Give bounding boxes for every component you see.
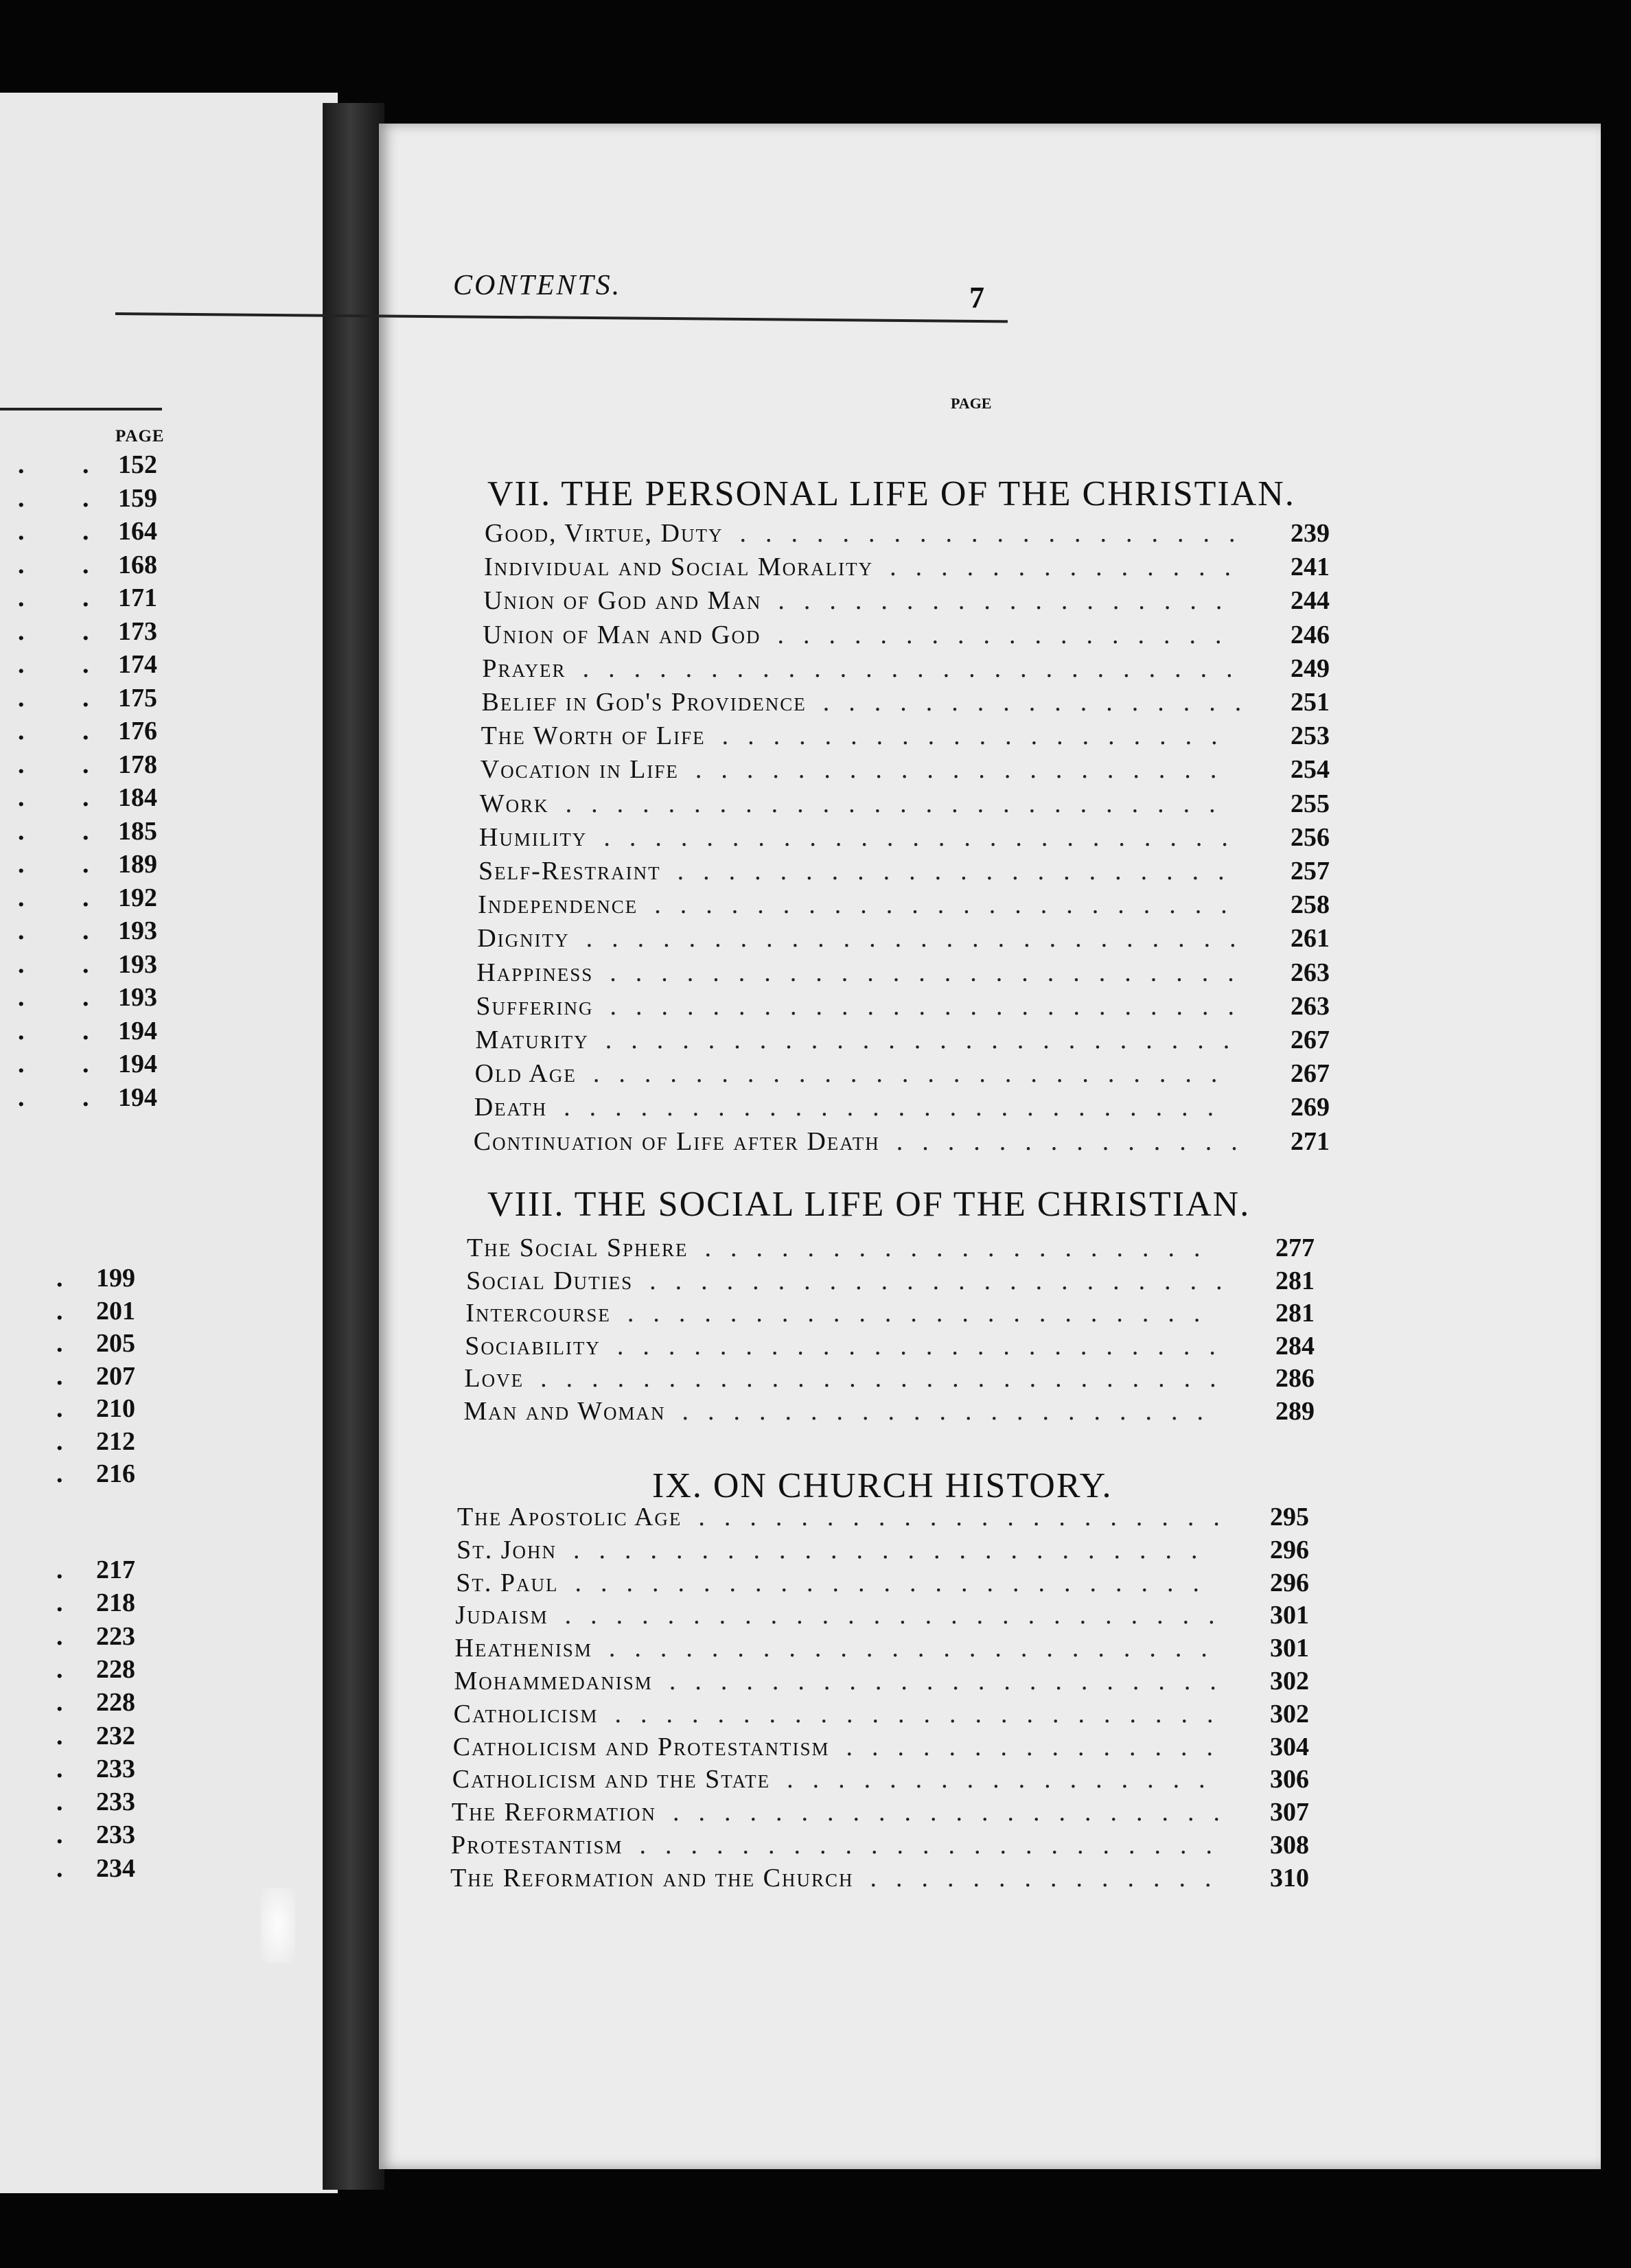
- toc-entry-page: 254: [1290, 755, 1330, 785]
- left-page-entry: [0, 750, 178, 783]
- dot-leader: .....................: [695, 755, 1236, 785]
- dot-leader: .........................: [573, 1535, 1217, 1564]
- dot-leader: ........................: [608, 1634, 1227, 1663]
- toc-entry-title: Intercourse: [465, 1299, 611, 1328]
- toc-entry-title: Vocation in Life: [480, 755, 679, 785]
- leader-dot: .: [56, 1654, 63, 1684]
- toc-entry[interactable]: [464, 1363, 1356, 1396]
- leader-dot: .: [56, 1555, 63, 1584]
- left-page-entry: [0, 1820, 178, 1853]
- left-page-number: 205: [96, 1329, 135, 1358]
- dot-leader: ....................: [721, 721, 1237, 751]
- leader-dot: .: [56, 1787, 63, 1817]
- leader-dot: .: [18, 616, 25, 646]
- dot-leader: ..................: [777, 620, 1241, 649]
- toc-entry-title: Catholicism and the State: [452, 1765, 771, 1794]
- toc-entry[interactable]: [482, 687, 1374, 720]
- left-page-entry: [0, 1754, 178, 1787]
- left-page-number: 173: [118, 616, 157, 646]
- left-page-number: 210: [96, 1394, 135, 1423]
- page-title: CONTENTS.: [453, 270, 622, 301]
- dot-leader: .......................: [654, 890, 1247, 920]
- leader-dot: .: [82, 983, 89, 1012]
- toc-entry-page: 304: [1269, 1732, 1309, 1761]
- toc-entry-page: 257: [1291, 857, 1330, 886]
- toc-entry[interactable]: [465, 1331, 1357, 1364]
- left-page-entry: [0, 1853, 178, 1886]
- light-smudge: [261, 1888, 295, 1963]
- leader-dot: .: [18, 850, 25, 879]
- left-page-number: 228: [96, 1688, 135, 1717]
- left-page-number: 201: [96, 1296, 135, 1326]
- leader-dot: .: [56, 1754, 63, 1783]
- left-page-number: 233: [96, 1820, 135, 1850]
- left-page-number: 199: [96, 1264, 135, 1293]
- toc-entry-page: 267: [1291, 1026, 1330, 1054]
- leader-dot: .: [82, 717, 89, 745]
- left-page-number: 164: [118, 517, 157, 546]
- left-page-number: 216: [96, 1459, 135, 1488]
- leader-dot: .: [82, 1083, 89, 1112]
- toc-entry-page: 269: [1290, 1093, 1330, 1122]
- toc-entry[interactable]: [452, 1797, 1344, 1830]
- left-page-number: 232: [96, 1721, 135, 1750]
- leader-dot: .: [82, 450, 89, 479]
- toc-entry[interactable]: [476, 958, 1369, 991]
- section-heading: VII. THE PERSONAL LIFE OF THE CHRISTIAN.: [487, 474, 1295, 513]
- toc-entry-title: Good, Virtue, Duty: [485, 519, 724, 548]
- toc-entry-page: 284: [1275, 1331, 1315, 1361]
- toc-entry-title: Maturity: [475, 1026, 589, 1054]
- toc-entry-page: 281: [1275, 1266, 1315, 1295]
- left-page-number: 194: [118, 1083, 157, 1112]
- left-page-entry: [0, 816, 178, 849]
- toc-entry-title: Self-Restraint: [478, 857, 661, 886]
- dot-leader: .....................: [698, 1503, 1239, 1531]
- toc-entry-title: St. John: [456, 1535, 557, 1564]
- dot-leader: ..................: [778, 586, 1242, 616]
- dot-leader: ......................: [669, 1667, 1236, 1696]
- leader-dot: .: [56, 1588, 63, 1618]
- left-page-number: 174: [118, 650, 157, 679]
- toc-entry-title: Continuation of Life after Death: [473, 1126, 880, 1156]
- toc-entry-page: 302: [1270, 1667, 1309, 1696]
- toc-entry[interactable]: [456, 1535, 1349, 1568]
- toc-entry-title: Humility: [478, 822, 588, 852]
- left-page-entry: [0, 550, 178, 583]
- leader-dot: .: [82, 850, 89, 879]
- toc-entry-page: 251: [1291, 688, 1330, 717]
- leader-dot: .: [82, 1016, 89, 1045]
- left-page-rule: [0, 408, 162, 410]
- dot-leader: ..........................: [565, 789, 1235, 818]
- toc-entry-title: Man and Woman: [463, 1396, 666, 1426]
- left-page-entry: [0, 1459, 178, 1492]
- toc-entry[interactable]: [483, 620, 1375, 653]
- dot-leader: .....................: [682, 1396, 1223, 1426]
- toc-entry[interactable]: [483, 586, 1376, 618]
- toc-entry-title: Work: [479, 789, 549, 818]
- toc-entry-title: Happiness: [476, 958, 594, 987]
- dot-leader: .........................: [575, 1568, 1218, 1597]
- left-page-entry: [0, 982, 178, 1015]
- toc-entry[interactable]: [451, 1830, 1343, 1863]
- dot-leader: .........................: [605, 1026, 1249, 1054]
- left-page-entry: [0, 1555, 178, 1588]
- dot-leader: ..........................: [564, 1601, 1234, 1630]
- toc-entry[interactable]: [464, 1396, 1356, 1429]
- leader-dot: .: [82, 550, 89, 579]
- leader-dot: .: [56, 1721, 63, 1750]
- toc-entry-title: Heathenism: [454, 1634, 592, 1663]
- toc-entry-page: 244: [1290, 586, 1330, 616]
- toc-entry-title: Social Duties: [466, 1266, 634, 1295]
- toc-entry[interactable]: [456, 1568, 1348, 1601]
- leader-dot: .: [56, 1426, 63, 1456]
- leader-dot: .: [56, 1820, 63, 1850]
- left-page-number: 217: [96, 1555, 135, 1584]
- leader-dot: .: [18, 650, 25, 679]
- left-page-number: 207: [96, 1361, 135, 1391]
- toc-entry[interactable]: [480, 789, 1372, 822]
- leader-dot: .: [56, 1361, 63, 1391]
- left-page-number: 193: [118, 983, 157, 1012]
- toc-entry-title: Judaism: [455, 1601, 548, 1630]
- toc-entry-page: 306: [1269, 1765, 1309, 1794]
- page-number: 7: [969, 281, 984, 314]
- left-page-entry: [0, 1426, 178, 1459]
- left-page-entry: [0, 1721, 178, 1754]
- toc-entry[interactable]: [482, 653, 1374, 686]
- left-page-number: 233: [96, 1787, 135, 1817]
- toc-entry[interactable]: [450, 1863, 1343, 1896]
- toc-entry-page: 253: [1290, 721, 1330, 751]
- toc-entry-page: 267: [1290, 1059, 1330, 1089]
- dot-leader: .........................: [610, 991, 1254, 1021]
- left-page-entry: [0, 649, 178, 682]
- left-page-number: 193: [118, 949, 157, 979]
- dot-leader: ......................: [677, 857, 1244, 886]
- toc-entry-title: Union of Man and God: [483, 620, 761, 649]
- toc-entry-title: Belief in God's Providence: [481, 688, 807, 717]
- toc-entry-page: 239: [1291, 519, 1330, 548]
- toc-entry[interactable]: [476, 1025, 1368, 1058]
- left-page-number: 171: [118, 583, 157, 612]
- leader-dot: .: [56, 1264, 63, 1293]
- toc-entry[interactable]: [478, 890, 1370, 923]
- dot-leader: .......................: [639, 1831, 1231, 1860]
- toc-entry-title: Independence: [478, 890, 638, 920]
- toc-entry-title: Old Age: [474, 1059, 577, 1089]
- toc-entry[interactable]: [478, 856, 1371, 889]
- dot-leader: ..............: [896, 1126, 1257, 1156]
- toc-entry-page: 308: [1270, 1831, 1309, 1860]
- leader-dot: .: [18, 583, 25, 612]
- toc-entry-title: Love: [464, 1364, 524, 1393]
- dot-leader: ..............: [870, 1863, 1231, 1893]
- toc-entry[interactable]: [457, 1502, 1350, 1535]
- left-page-entry: [0, 583, 178, 616]
- toc-entry[interactable]: [466, 1266, 1358, 1299]
- toc-entry[interactable]: [477, 923, 1369, 956]
- toc-entry-page: 296: [1269, 1568, 1309, 1597]
- toc-entry-title: Catholicism and Protestantism: [452, 1732, 830, 1761]
- toc-entry-title: Protestantism: [451, 1831, 623, 1860]
- toc-entry-title: St. Paul: [456, 1568, 559, 1597]
- toc-entry-page: 296: [1269, 1535, 1309, 1564]
- left-page-entry: [0, 1049, 178, 1082]
- toc-entry-title: Dignity: [477, 924, 570, 953]
- leader-dot: .: [18, 683, 25, 713]
- left-page-entry: [0, 1016, 178, 1049]
- toc-entry-page: 310: [1269, 1863, 1309, 1893]
- toc-entry-page: 261: [1290, 924, 1330, 953]
- toc-entry-page: 255: [1290, 789, 1330, 818]
- dot-leader: .................: [787, 1765, 1225, 1794]
- leader-dot: .: [56, 1688, 63, 1717]
- toc-entry-title: Mohammedanism: [454, 1667, 653, 1696]
- left-page-number: 175: [118, 683, 157, 713]
- section-heading: IX. ON CHURCH HISTORY.: [652, 1466, 1113, 1505]
- toc-entry-title: Catholicism: [453, 1699, 599, 1728]
- left-page-number: 233: [96, 1754, 135, 1783]
- toc-entry[interactable]: [455, 1600, 1347, 1633]
- leader-dot: .: [18, 750, 25, 779]
- toc-entry-page: 302: [1269, 1699, 1309, 1728]
- toc-entry[interactable]: [474, 1092, 1367, 1125]
- left-page-entry: [0, 1328, 178, 1361]
- dot-leader: ..........................: [564, 1093, 1234, 1122]
- leader-dot: .: [82, 816, 89, 846]
- dot-leader: ........................: [616, 1331, 1235, 1361]
- toc-entry[interactable]: [454, 1699, 1346, 1732]
- leader-dot: .: [18, 883, 25, 912]
- toc-entry-page: 307: [1269, 1798, 1309, 1827]
- leader-dot: .: [82, 616, 89, 646]
- toc-entry-page: 249: [1290, 653, 1330, 683]
- left-page-number: 189: [118, 850, 157, 879]
- leader-dot: .: [56, 1296, 63, 1326]
- dot-leader: ..........................: [586, 924, 1256, 953]
- leader-dot: .: [82, 483, 89, 513]
- left-page-number: 168: [118, 550, 157, 579]
- toc-entry-page: 263: [1290, 991, 1330, 1021]
- toc-entry-page: 295: [1270, 1503, 1309, 1531]
- left-page-entry: [0, 716, 178, 749]
- leader-dot: .: [56, 1853, 63, 1883]
- toc-entry-page: 271: [1290, 1126, 1330, 1156]
- left-page-number: 159: [118, 483, 157, 513]
- toc-entry-page: 286: [1275, 1364, 1315, 1393]
- dot-leader: .......................: [627, 1299, 1220, 1328]
- section-heading: VIII. THE SOCIAL LIFE OF THE CHRISTIAN.: [487, 1185, 1251, 1224]
- leader-dot: .: [18, 717, 25, 745]
- dot-leader: ...........................: [540, 1364, 1236, 1393]
- toc-entry[interactable]: [485, 518, 1377, 551]
- toc-entry-title: Death: [474, 1093, 548, 1122]
- left-page-number: 234: [96, 1853, 135, 1883]
- toc-entry-page: 301: [1269, 1601, 1309, 1630]
- toc-entry[interactable]: [467, 1233, 1359, 1266]
- toc-entry-title: The Apostolic Age: [457, 1503, 682, 1531]
- toc-entry-title: The Worth of Life: [481, 721, 706, 751]
- toc-entry-title: The Social Sphere: [467, 1234, 689, 1262]
- leader-dot: .: [82, 883, 89, 912]
- toc-entry[interactable]: [481, 721, 1374, 754]
- leader-dot: .: [82, 1050, 89, 1078]
- leader-dot: .: [82, 783, 89, 812]
- dot-leader: ....................: [704, 1234, 1220, 1262]
- left-page-entry: [0, 883, 178, 916]
- left-page-entry: [0, 1654, 178, 1687]
- left-page-number: 185: [118, 816, 157, 846]
- toc-entry-page: 281: [1275, 1299, 1315, 1328]
- toc-entry[interactable]: [476, 991, 1368, 1024]
- left-page-entry: [0, 1083, 178, 1115]
- left-page-number: 184: [118, 783, 157, 812]
- left-page-entry: [0, 783, 178, 815]
- dot-leader: .........................: [603, 822, 1247, 852]
- dot-leader: ..........................: [582, 653, 1252, 683]
- leader-dot: .: [18, 916, 25, 945]
- toc-entry-page: 301: [1269, 1634, 1309, 1663]
- left-page-entry: [0, 1296, 178, 1329]
- toc-entry-page: 289: [1275, 1396, 1315, 1426]
- leader-dot: .: [18, 517, 25, 546]
- toc-entry-page: 277: [1275, 1234, 1315, 1262]
- toc-entry-title: Union of God and Man: [483, 586, 762, 616]
- toc-entry[interactable]: [452, 1764, 1345, 1797]
- leader-dot: .: [18, 1050, 25, 1078]
- toc-entry[interactable]: [481, 754, 1373, 787]
- left-page-number: 176: [118, 717, 157, 745]
- leader-dot: .: [82, 683, 89, 713]
- left-page-number: 152: [118, 450, 157, 479]
- left-page-number: 194: [118, 1016, 157, 1045]
- page-column-label: PAGE: [951, 395, 992, 412]
- toc-entry[interactable]: [465, 1298, 1358, 1331]
- left-page-entry: [0, 483, 178, 516]
- leader-dot: .: [82, 949, 89, 979]
- dot-leader: ....................: [739, 519, 1255, 548]
- leader-dot: .: [18, 783, 25, 812]
- left-page-number: 194: [118, 1050, 157, 1078]
- leader-dot: .: [18, 1083, 25, 1112]
- toc-entry-title: Individual and Social Morality: [484, 553, 874, 582]
- left-page-entry: [0, 616, 178, 649]
- leader-dot: .: [56, 1329, 63, 1358]
- book-spine: [323, 103, 384, 2190]
- toc-entry[interactable]: [484, 552, 1376, 585]
- dot-leader: ......................: [672, 1798, 1239, 1827]
- dot-leader: ........................: [614, 1699, 1233, 1728]
- left-page-entry: [0, 1263, 178, 1296]
- left-page-entry: [0, 1361, 178, 1394]
- dot-leader: .................: [822, 688, 1261, 717]
- left-page-number: 178: [118, 750, 157, 779]
- toc-entry-page: 263: [1290, 958, 1330, 987]
- toc-entry-page: 241: [1290, 553, 1330, 582]
- left-page-entry: [0, 949, 178, 982]
- left-page-number: 212: [96, 1426, 135, 1456]
- toc-entry[interactable]: [453, 1732, 1345, 1765]
- left-page-entry: [0, 849, 178, 882]
- leader-dot: .: [18, 983, 25, 1012]
- left-page-entry: [0, 450, 178, 483]
- toc-entry-title: Prayer: [482, 653, 566, 683]
- toc-entry-title: Sociability: [465, 1331, 601, 1361]
- left-page-entry: [0, 683, 178, 716]
- toc-entry-page: 258: [1290, 890, 1330, 920]
- leader-dot: .: [18, 949, 25, 979]
- leader-dot: .: [18, 816, 25, 846]
- dot-leader: .........................: [592, 1059, 1237, 1089]
- dot-leader: ...............: [846, 1732, 1233, 1761]
- left-page-number: 218: [96, 1588, 135, 1618]
- leader-dot: .: [18, 450, 25, 479]
- leader-dot: .: [18, 483, 25, 513]
- leader-dot: .: [18, 1016, 25, 1045]
- left-page-entry: [0, 1588, 178, 1621]
- toc-entry-title: The Reformation and the Church: [450, 1863, 854, 1893]
- toc-entry[interactable]: [474, 1126, 1366, 1159]
- leader-dot: .: [82, 916, 89, 945]
- left-page-number: 228: [96, 1654, 135, 1684]
- toc-entry[interactable]: [454, 1666, 1347, 1699]
- leader-dot: .: [82, 750, 89, 779]
- leader-dot: .: [82, 583, 89, 612]
- dot-leader: ..............: [890, 553, 1251, 582]
- left-page-entry: [0, 1787, 178, 1820]
- leader-dot: .: [56, 1394, 63, 1423]
- leader-dot: .: [56, 1621, 63, 1651]
- left-page-entry: [0, 516, 178, 549]
- left-page-number: 193: [118, 916, 157, 945]
- leader-dot: .: [82, 650, 89, 679]
- toc-entry[interactable]: [475, 1058, 1367, 1091]
- dot-leader: .........................: [610, 958, 1253, 987]
- left-page-entry: [0, 916, 178, 949]
- left-page-entry: [0, 1621, 178, 1654]
- left-page-entry: [0, 1687, 178, 1720]
- leader-dot: .: [18, 550, 25, 579]
- leader-dot: .: [82, 517, 89, 546]
- toc-entry-title: Suffering: [476, 991, 594, 1021]
- left-page-entry: [0, 1393, 178, 1426]
- toc-entry-title: The Reformation: [451, 1798, 656, 1827]
- leader-dot: .: [56, 1459, 63, 1488]
- toc-entry-page: 246: [1290, 620, 1330, 649]
- dot-leader: .......................: [649, 1266, 1242, 1295]
- left-page-number: 192: [118, 883, 157, 912]
- toc-entry-page: 256: [1290, 822, 1330, 852]
- left-page-number: 223: [96, 1621, 135, 1651]
- toc-entry[interactable]: [454, 1633, 1347, 1666]
- toc-entry[interactable]: [479, 822, 1372, 855]
- left-page-label: PAGE: [115, 427, 165, 445]
